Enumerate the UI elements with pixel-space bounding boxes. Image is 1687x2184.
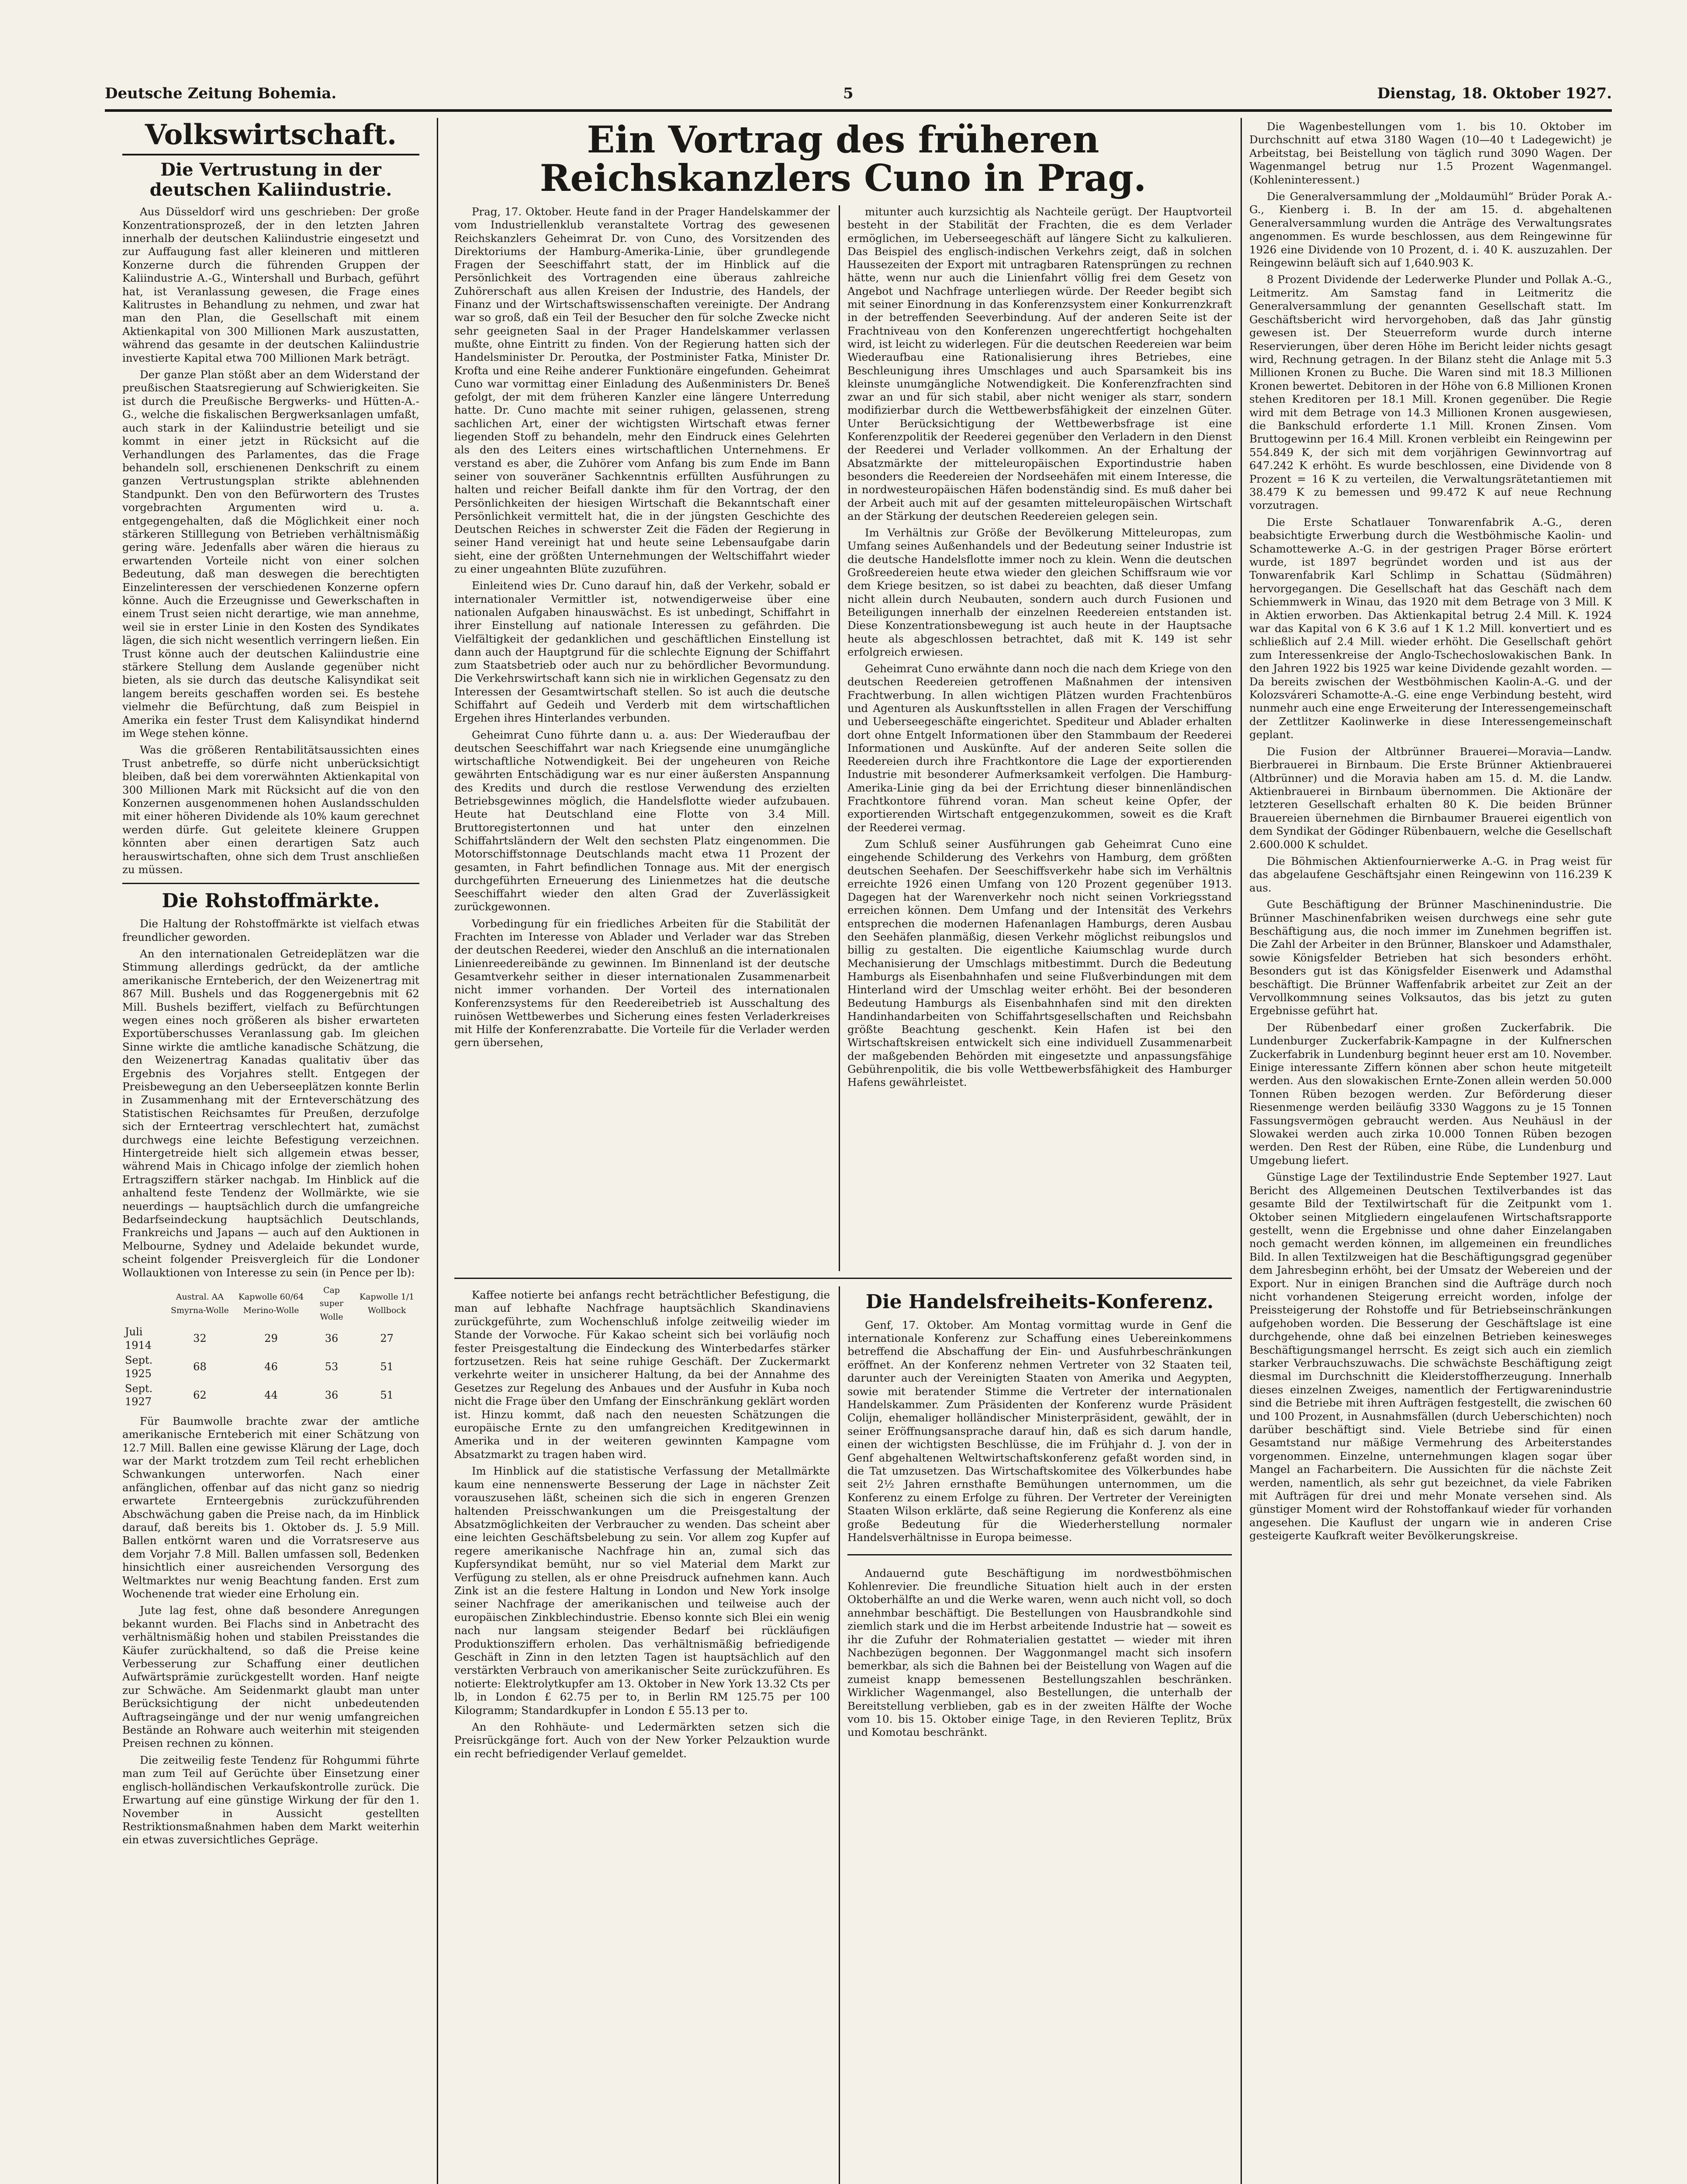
paragraph: Jute lag fest, ohne daß besondere Anregungen bekannt wurden. Bei Flachs sind in Anbetracht des verhältnismäßig hohen und stabilen Preisstandes die Käufer zurückhaltend, so daß die Preise keine Verbesserung zur Schaffung einer deutlichen Aufwärtsprämie zurückgestellt worden. Hanf neigte zur Schwäche. Am Seidenmarkt glaubt man unter Berücksichtigung der nicht unbedeutenden Auftragseingänge und der nur wenig umfangreichen Bestände an Rohware auch weiterhin mit steigenden Preisen rechnen zu können. [122,1604,419,1750]
paragraph: mitunter auch kurzsichtig als Nachteile gerügt. Der Hauptvorteil besteht in der Stabilität der Frachten, die es dem Verlader ermöglichen, im Ueberseegeschäft auf längere Sicht zu kalkulieren. Das Beispiel des englisch-indischen Verkehrs zeigt, daß in solchen Haussezeiten der Export mit untragbaren Ratensprüngen zu rechnen hätte, wenn nur auch die Linienfahrt völlig frei dem Gesetz von Angebot und Nachfrage unterliegen würde. Der Reeder begibt sich mit seiner Einordnung in das Konferenzsystem einer Konkurrenzkraft in der betreffenden Seeverbindung. Auf der anderen Seite ist der Frachtniveau von den Konferenzen ungerechtfertigt hochgehalten wird, ist leicht zu widerlegen. Für die deutschen Reedereien war beim Wiederaufbau eine Rationalisierung ihres Betriebes, eine Beschleunigung ihres Umschlages und auch Sparsamkeit bis ins kleinste unumgängliche Notwendigkeit. Die Konferenzfrachten sind zwar an und für sich stabil, aber nicht weniger als starr, sondern modifizierbar durch die Wettbewerbsfähigkeit der einzelnen Güter. Unter Berücksichtigung der Wettbewerbsfrage ist eine Konferenzpolitik der Reederei gegenüber den Verladern in den Dienst der Reederei und Verlader vollkommen. An der Erhaltung der Absatzmärkte der mitteleuropäischen Exportindustrie haben besonders die Reedereien der Nordseehäfen mit einem Interesse, die in nordwesteuropäischen Häfen bodenständig sind. Es muß daher bei der Arbeit auch mit auf der gesamten mitteleuropäischen Wirtschaft an der Stärkung der deutschen Reedereien gelegen sein. [847,205,1232,522]
paragraph: Geheimrat Cuno erwähnte dann noch die nach dem Kriege von den deutschen Reedereien getroffenen Maßnahmen der intensiven Frachtwerbung. In allen wichtigen Plätzen wurden Frachtenbüros und Agenturen als Auskunftsstellen in allen Fragen der Verschiffung und Ueberseegeschäfte eingerichtet. Spediteur und Ablader erhalten dort ohne Entgelt Informationen über den Stammbaum der Reederei Informationen und Auskünfte. Auf der anderen Seite sollen die Reedereien durch ihre Frachtkontore die Lage der exportierenden Industrie mit besonderer Aufmerksamkeit verfolgen. Die Hamburg-Amerika-Linie ging da bei der Errichtung dieser binnenländischen Frachtkontore führend voran. Man scheut keine Opfer, der exportierenden Wirtschaft entgegenzukommen, soweit es die Kraft der Reederei vermag. [847,662,1232,834]
table-cell: 36 [325,1389,339,1402]
column-rule [437,118,438,2184]
freihandel-column [847,1289,1232,2184]
article-body-kali [122,205,419,876]
paragraph: Zum Schluß seiner Ausführungen gab Geheimrat Cuno eine eingehende Schilderung des Verkehrs von Hamburg, dem größten deutschen Seehafen. Der Seeschiffsverkehr habe sich im Verhältnis erreichte 1926 einen Umfang von 120 Prozent gegenüber 1913. Dagegen hat der Warenverkehr noch nicht seinen Vorkriegsstand erreichen können. Dem Umfang und der Intensität des Verkehrs entsprechen die modernen Hafenanlagen Hamburgs, deren Ausbau den Seehäfen planmäßig, diesen Verkehr möglichst reibungslos und billig zu gestalten. Die eigentliche Kaiumschlag wurde durch Mechanisierung der Umschlags mitbestimmt. Durch die Bedeutung Hamburgs als Eisenbahnhafen und seine Flußverbindungen mit dem Hinterland wird der Umschlag weiter erhöht. Bei der besonderen Bedeutung Hamburgs als Eisenbahnhafen sind mit den direkten Handinhandarbeiten von Schiffahrtsgesellschaften und Reichsbahn größte Beachtung geschenkt. Kein Hafen ist bei den Wirtschaftskreisen entwickelt sich eine individuell Zusammenarbeit der maßgebenden Behörden mit eingesetzte und anpassungsfähige Gebührenpolitik, die bis volle Wettbewerbsfähigkeit des Hamburger Hafens gewährleistet. [847,837,1232,1089]
paragraph: Der Rübenbedarf einer großen Zuckerfabrik. Die Lundenburger Zuckerfabrik-Kampagne in der Kulfnerschen Zuckerfabrik in Lundenburg beginnt heuer erst am 10. November. Einige interessante Ziffern können aber schon heute mitgeteilt werden. Aus den slowakischen Ernte-Zonen allein werden 50.000 Tonnen Rüben bezogen werden. Zur Beförderung dieser Riesenmenge werden beiläufig 3330 Waggons zu je 15 Tonnen Fassungsvermögen gebraucht werden. Aus Neuhäusl in der Slowakei werden auch zirka 10.000 Tonnen Rüben bezogen werden. Den Rest der Rüben, eine Rübe, die Lundenburg und Umgebung liefert. [1249,1021,1612,1167]
article-divider [847,1554,1232,1555]
paragraph: Geheimrat Cuno führte dann u. a. aus: Der Wiederaufbau der deutschen Seeschiffahrt war nach Kriegsende eine unumgängliche wirtschaftliche Notwendigkeit. Bei der ungeheuren von Reiche gewährten Entschädigung war es nur einer äußersten Anspannung des Kredits und durch die restlose Verwendung des erzielten Betriebsgewinnes möglich, die Handelsflotte wieder aufzubauen. Heute hat Deutschland eine Flotte von 3.4 Mill. Bruttoregistertonnen und hat unter den einzelnen Schiffahrtsländern der Welt den sechsten Platz eingenommen. Die Motorschiffstonnage Deutschlands macht etwa 11 Prozent der gesamten, in Fahrt befindlichen Tonnage aus. Mit der energisch durchgeführten Erneuerung des Linienmetzes hat die deutsche Seeschiffahrt wieder den alten Grad der Zuverlässigkeit zurückgewonnen. [454,728,830,913]
page-number: 5 [843,85,854,102]
paragraph: Andauernd gute Beschäftigung im nordwestböhmischen Kohlenrevier. Die freundliche Situation hielt auch in der ersten Oktoberhälfte an und die Werke waren, wenn auch nicht voll, so doch annehmbar beschäftigt. Die Bestellungen von Hausbrandkohle sind ziemlich stark und die im Herbst arbeitende Industrie hat — soweit es ihr die Zufuhr der Rohmaterialien gestattet — wieder mit ihren Nachbezügen begonnen. Der Waggonmangel macht sich insofern bemerkbar, als sich die Bahnen bei der Beistellung von Wagen auf die zumeist knapp bemessenen Bestellungszahlen beschränken. Wirklicher Wagenmangel, also Bestellungen, die unterhalb der Bereitstellung verblieben, gab es in der zweiten Hälfte der Woche vom 10. bis 15. Oktober einige Tage, in den Revieren Teplitz, Brüx und Komotau beschränkt. [847,1566,1232,1739]
article-body-rohstoff-cont [122,1415,419,1847]
paragraph: Genf, 17. Oktober. Am Montag vormittag wurde in Genf die internationale Konferenz zur Schaffung eines Uebereinkommens betreffend die Abschaffung der Ein- und Ausfuhrbeschränkungen eröffnet. An der Konferenz nehmen Vertreter von 32 Staaten teil, darunter auch der Vereinigten Staaten von Amerika und Aegypten, sowie mit beratender Stimme die Vertreter der internationalen Handelskammer. Zum Präsidenten der Konferenz wurde Präsident Colijn, ehemaliger holländischer Ministerpräsident, gewählt, der in seiner Eröffnungsansprache darauf hin, daß es sich darum handle, einen der wichtigsten Beschlüsse, die im Frühjahr d. J. von der in Genf abgehaltenen Weltwirtschaftskonferenz gefaßt worden sind, in die Tat umzusetzen. Das Wirtschaftskomitee des Völkerbundes habe seit 2½ Jahren ernsthafte Bemühungen unternommen, um die Konferenz zu einem Erfolge zu führen. Der Vertreter der Vereinigten Staaten Wilson erklärte, daß seine Regierung die Konferenz als eine große Bedeutung für die Wiederherstellung normaler Handelsverhältnisse in Europa beimesse. [847,1318,1232,1544]
paragraph: An den Rohhäute- und Ledermärkten setzen sich die Preisrückgänge fort. Auch von der New Yorker Pelzauktion wurde ein recht befriedigender Verlauf gemeldet. [454,1721,830,1760]
freihandel-title: Die Handelsfreiheits-Konferenz. [865,1291,1214,1313]
article-title-rohstoff: Die Rohstoffmärkte. [162,889,380,912]
table-header-cell: Kapwolle 1/1 Wollbock [359,1292,415,1315]
article-body-rohstoff [122,917,419,1279]
article-title-kali: Die Vertrustung in der deutschen Kaliindustrie. [149,159,392,200]
table-cell: 27 [380,1332,394,1345]
kohle-body [847,1567,1232,1739]
paragraph: Die zeitweilig feste Tendenz für Rohgummi führte man zum Teil auf Gerüchte über Einsetzung einer englisch-holländischen Verkaufskontrolle zurück. Die Erwartung auf eine günstige Wirkung der für den 1. November in Aussicht gestellten Restriktionsmaßnahmen haben dem Markt weiterhin ein etwas zuversichtliches Gepräge. [122,1753,419,1846]
paragraph: Die Erste Schatlauer Tonwarenfabrik A.-G., deren beabsichtigte Erwerbung durch die Westböhmische Kaolin- und Schamottewerke A.-G. in der gestrigen Prager Börse erörtert wurde, ist 1897 begründet worden und ist aus der Tonwarenfabrik Karl Schlimp in Schattau (Südmähren) hervorgegangen. Die Gesellschaft hat das Geschäft nach dem Schiemmwerk in Winau, das 1920 mit dem Betrage von 3 Mill. K in Aktien erworben. Das Aktienkapital betrug 2.4 Mill. K. 1924 war das Kapital von 6 K 3.6 auf 1 K 1.2 Mill. konvertiert und es schließlich auf 2.4 Mill. wieder erhöht. Die Gesellschaft gehört zum Interessenkreise der Anglo-Tschechoslowakischen Bank. In den Jahren 1922 bis 1925 war keine Dividende gezahlt worden. — Da bereits zwischen der Westböhmischen Kaolin-A.-G. und der Kolozsváreri Schamotte-A.-G. eine enge Verbindung besteht, wird nunmehr auch eine enge Erweiterung der Interessengemeinschaft der Zettlitzer Kaolinwerke in diese Interessengemeinschaft geplant. [1249,515,1612,741]
table-cell: 32 [193,1332,207,1345]
column-rule [839,1286,840,2184]
paragraph: 8 Prozent Dividende der Lederwerke Plunder und Pollak A.-G., Leitmeritz. Am Samstag fand in Leitmeritz die Generalversammlung der genannten Gesellschaft statt. Im Geschäftsbericht wird hervorgehoben, daß das Jahr günstig gewesen ist. Der Steuerreform wurde durch interne Reservierungen, über deren Höhe im Bericht leider nichts gesagt wird, Rechnung getragen. In der Bilanz steht die Anlage mit 5.3 Millionen Kronen zu Buche. Die Waren sind mit 18.3 Millionen Kronen bewertet. Debitoren in der Höhe von 6.8 Millionen Kronen stehen Kreditoren per 18.1 Mill. Kronen gegenüber. Die Regie wird mit dem Betrage von 14.3 Millionen Kronen ausgewiesen, die Bankschuld erforderte 1.1 Mill. Kronen Zinsen. Vom Bruttogewinn per 16.4 Mill. Kronen verbleibt ein Reingewinn per 554.849 K, der sich mit dem vorjährigen Gewinnvortrag auf 647.242 K erhöht. Es wurde beschlossen, eine Dividende von 8 Prozent = 16 K zu verteilen, die Verwaltungsrätetantiemen mit 38.479 K zu bemessen und 99.472 K auf neue Rechnung vorzutragen. [1249,273,1612,512]
issue-date: Dienstag, 18. Oktober 1927. [1377,85,1612,102]
paragraph: Prag, 17. Oktober. Heute fand in der Prager Handelskammer der vom Industriellenklub veranstaltete Vortrag des gewesenen Reichskanzlers Geheimrat Dr. von Cuno, des Vorsitzenden des Direktoriums der Hamburg-Amerika-Linie, über grundlegende Fragen der Seeschiffahrt statt, der im Hinblick auf die Persönlichkeit des Vortragenden eine überaus zahlreiche Zuhörerschaft aus allen Kreisen der Industrie, des Handels, der Finanz und der Wirtschaftswissenschaften vereinigte. Der Andrang war so groß, daß ein Teil der Besucher den für solche Zwecke nicht sehr geeigneten Saal in der Prager Handelskammer verlassen mußte, ohne Eintritt zu finden. Von der Regierung hatten sich der Handelsminister Dr. Peroutka, der Postminister Fatka, Minister Dr. Krofta und eine Reihe anderer Funktionäre eingefunden. Geheimrat Cuno war vormittag einer Einladung des Außenministers Dr. Beneš gefolgt, der mit dem früheren Kanzler eine längere Unterredung hatte. Dr. Cuno machte mit seiner ruhigen, gelassenen, streng sachlichen Art, einer der wichtigsten Wirtschaft etwas ferner liegenden Stoff zu behandeln, mehr den Eindruck eines Gelehrten als den des Leiters eines wirtschaftlichen Unternehmens. Er verstand es aber, die Zuhörer vom Anfang bis zum Ende im Bann seiner von souveräner Sachkenntnis erfüllten Ausführungen zu halten und reicher Beifall dankte ihm für den Vortrag, der den Persönlichkeiten der hiesigen Wirtschaft die Bekanntschaft einer Persönlichkeit vermittelt hat, die in der jüngsten Geschichte des Deutschen Reiches in schwerster Zeit die Fäden der Regierung in seiner Hand vereinigt hat und heute seine Lebensaufgabe darin sieht, eine der größten Unternehmungen der Weltschiffahrt wieder zu einer ungeahnten Blüte zuzuführen. [454,205,830,576]
table-header-cell [122,1283,166,1324]
table-cell: 51 [380,1361,394,1373]
section-title: Volkswirtschaft. [145,120,397,151]
paragraph: Vorbedingung für ein friedliches Arbeiten für die Stabilität der Frachten im Interesse von Ablader und Verlader war das Streben der deutschen Reederei, wieder den Anschluß an die internationalen Linienreedereibände zu gewinnen. Im Binnenland ist der deutsche Gesamtverkehr seither in dieser internationalen Zusammenarbeit nicht immer vorhanden. Der Vorteil des internationalen Konferenzsystems für den Reedereibetrieb ist Ausschaltung des ruinösen Wettbewerbes und Sicherung eines festen Verladerkreises mit Hilfe der Konferenzrabatte. Die Vorteile für die Verlader werden gern übersehen, [454,917,830,1049]
paragraph: An den internationalen Getreideplätzen war die Stimmung allerdings gedrückt, da der amtliche amerikanische Ernteberich, der den Weizenertrag mit 867 Mill. Bushels und das Roggenergebnis mit 62 Mill. Bushels beziffert, vielfach zu Befürchtungen wegen eines noch größeren als bisher erwarteten Exportüberschusses Veranlassung gab. Im gleichen Sinne wirkte die amtliche kanadische Schätzung, die den Weizenertrag Kanadas qualitativ über das Ergebnis des Vorjahres stellt. Entgegen der Preisbewegung an den Ueberseeplätzen konnte Berlin in Zusammenhang mit der Ernteverschätzung des Statistischen Reichsamtes für Preußen, derzufolge sich der Ernteertrag verschlechtert hat, zumächst durchwegs eine leichte Befestigung verzeichnen. Hintergetreide hielt sich allgemein etwas besser, während Mais in Chicago infolge der ziemlich hohen Ertragsziffern stärker nachgab. Im Hinblick auf die anhaltend feste Tendenz der Wollmärkte, wie sie neuerdings — hauptsächlich durch die umfangreiche Bedarfseindeckung hauptsächlich Deutschlands, Frankreichs und Japans — auch auf den Auktionen in Melbourne, Sydney und Adelaide bekundet wurde, scheint folgender Preisvergleich für die Londoner Wollauktionen von Interesse zu sein (in Pence per lb): [122,947,419,1279]
paragraph: Günstige Lage der Textilindustrie Ende September 1927. Laut Bericht des Allgemeinen Deutschen Textilverbandes ist das gesamte Bild der Textilwirtschaft für die Zeitpunkt vom 1. Oktober seinen Mitgliedern eingelaufenen Wirtschaftsrapporte gestellt, wenn die Ergebnisse und ohne daher Einzelangaben noch gemacht werden können, im allgemeinen ein freundliches Bild. In allen Textilzweigen hat die Beschäftigungsgrad gegenüber dem Jahresbeginn erhöht, bei der Umsatz der Webereien und der Export. Nur in einigen Branchen sind die Aufträge durch noch nicht vorhandenen Steigerung erreicht worden, infolge der Preissteigerung der Rohstoffe und für Betriebseinschränkungen aufgehoben worden. Die Besserung der Geschäftslage ist eine durchgehende, ohne daß bei einzelnen Betrieben keinesweges Beschäftigungsmangel herrscht. Es zeigt sich auch ein ziemlich starker Verbrauchszuwachs. Die schwächste Beschäftigung zeigt diesmal im Durchschnitt die Kleiderstoffherzeugung. Innerhalb dieses einzelnen Zweiges, namentlich der Fertigwarenindustrie sind die Betriebe mit ihren Aufträgen festgestellt, die zwischen 60 und 100 Prozent, in Ausnahmsfällen (durch Ueberschichten) noch darüber beschäftigt sind. Viele Betriebe sind für einen Gesamtstand nur mäßige Vermehrung des Arbeiterstandes vorgenommen. Einzelne, unternehmungen klagen sogar über Mangel an Facharbeitern. Die Aussichten für die nächste Zeit werden, namentlich, als sehr gut bezeichnet, da viele Fabriken mit Aufträgen für drei und mehr Monate versehen sind. Als günstiger Moment wird der Rohstoffankauf wieder für vorhanden angesehen. Die Kauflust der ungarn wie in anderen Crise gesteigerte Kaufkraft weiter Bevölkerungskreise. [1249,1171,1612,1542]
table-cell: 36 [325,1332,339,1345]
cuno-article-col-a [454,205,830,1271]
table-cell: 29 [264,1332,278,1345]
cuno-headline-block [454,118,1232,201]
paragraph: Die Generalversammlung der „Moldaumühl“ Brüder Porak A.-G., Kienberg i. B. In der am 15. d. abgehaltenen Generalversammlung wurden die Anträge des Verwaltungsrates angenommen. Es wurde beschlossen, aus dem Reingewinne für 1926 eine Dividende von 10 Prozent, d. i. 40 K. auszuzahlen. Der Reingewinn beläuft sich auf 1,640.903 K. [1249,190,1612,270]
column-rule [1241,118,1242,2184]
paragraph: Die Fusion der Altbrünner Brauerei—Moravia—Landw. Bierbrauerei in Birnbaum. Die Erste Brünner Aktienbrauerei (Altbrünner) und die Moravia haben am 15. d. M. die Landw. Aktienbrauerei in Birnbaum übernommen. Die Aktionäre der letzteren Gesellschaft erhalten 80 K. Die beiden Brünner Brauereien übernehmen die Birnbaumer Brauerei eigentlich von dem Syndikat der Gödinger Rübenbauern, welche die Gesellschaft 2.600.000 K schuldet. [1249,745,1612,851]
business-news-column [1249,120,1612,2184]
rohstoff-continuation [454,1289,830,2184]
paragraph: Gute Beschäftigung der Brünner Maschinenindustrie. Die Brünner Maschinenfabriken weisen durchwegs eine sehr gute Beschäftigung aus, die noch immer im Zunehmen begriffen ist. Die Zahl der Arbeiter in den Brünner, Blanskoer und Adamsthaler, sowie Königsfelder Betrieben hat sich besonders erhöht. Besonders gut ist das Königsfelder Eisenwerk und Adamsthal beschäftigt. Die Brünner Waffenfabrik arbeitet zur Zeit an der Vervollkommnung seines Volksautos, das bis jetzt zu guten Ergebnisse geführt hat. [1249,898,1612,1017]
paragraph: Die Haltung der Rohstoffmärkte ist vielfach etwas freundlicher geworden. [122,917,419,943]
table-cell: 44 [264,1389,278,1402]
table-cell: Sept. 1927 [125,1382,153,1408]
section-divider [122,154,419,156]
masthead [105,79,1612,112]
economics-column [122,120,419,2184]
paragraph: Die Böhmischen Aktienfournierwerke A.-G. in Prag weist für das abgelaufene Geschäftsjahr einen Reingewinn von 116.239 K aus. [1249,854,1612,894]
article-divider [122,883,419,884]
table-row [122,1324,419,1353]
table-header-cell: Austral. AA Smyrna-Wolle [171,1292,229,1315]
table-header-cell: Kapwolle 60/64 Merino-Wolle [238,1292,304,1315]
table-cell: Sept. 1925 [125,1354,153,1380]
newspaper-name: Deutsche Zeitung Bohemia. [105,85,337,102]
section-divider [454,1278,1232,1279]
paragraph: Für Baumwolle brachte zwar der amtliche amerikanische Ernteberich mit einer Schätzung von 12.7 Mill. Ballen eine gewisse Klärung der Lage, doch war der Markt trotzdem zum Teil recht erheblichen Schwankungen unterworfen. Nach einer anfänglichen, offenbar auf das nicht ganz so niedrig erwartete Ernteergebnis zurückzuführenden Abschwächung gaben die Preise nach, da im Hinblick darauf, daß bereits bis 1. Oktober ds. J. 5.9 Mill. Ballen entkörnt waren und die Vorratsreserve aus dem Vorjahr 7.8 Mill. Ballen umfassen soll, Bedenken hinsichtlich einer ausreichenden Versorgung des Weltmarktes nur wenig Beachtung fanden. Erst zum Wochenende trat wieder eine Erholung ein. [122,1414,419,1600]
table-cell: 51 [380,1389,394,1402]
freihandel-body [847,1319,1232,1545]
table-cell: 62 [193,1389,207,1402]
table-row [122,1381,419,1410]
table-header-row [122,1283,419,1324]
paragraph: Im Verhältnis zur Größe der Bevölkerung Mitteleuropas, zum Umfang seines Außenhandels und der Bedeutung seiner Industrie ist die deutsche Handelsflotte immer noch zu klein. Wenn die deutschen Großreedereien heute etwa wieder den gleichen Schiffsraum wie vor dem Kriege besitzen, so ist dabei zu beachten, daß dieser Umfang nicht allein durch Neubauten, sondern auch durch Fusionen und Beteiligungen innerhalb der einzelnen Reedereien entstanden ist. Diese Konzentrationsbewegung ist auch heute in der Hauptsache heute als abgeschlossen betrachtet, daß mit K. 149 ist sehr erfolgreich erwiesen. [847,526,1232,658]
paragraph: Die Wagenbestellungen vom 1. bis 10. Oktober im Durchschnitt auf etwa 3180 Wagen (10—40 t Ladegewicht) je Arbeitstag, bei Beistellung von täglich rund 3090 Wagen. Der Wagenmangel betrug nur 1.5 Prozent Wagenmangel. (Kohleninteressent.) [1249,120,1612,186]
cuno-headline: Ein Vortrag des früheren Reichskanzlers Cuno in Prag. [539,118,1147,200]
table-row [122,1353,419,1381]
paragraph: Der ganze Plan stößt aber an dem Widerstand der preußischen Staatsregierung auf Schwierigkeiten. Sie ist durch die Preußische Bergwerks- und Hütten-A.-G., welche die fiskalischen Bergwerksanlagen umfaßt, auch stark in der Kaliindustrie beteiligt und sie kommt in einer jetzt in Rücksicht auf die Verhandlungen des Parlamentes, das die Frage behandeln soll, erschienenen Denkschrift zu einem ganzen Vertrustungsplan strikte ablehnenden Standpunkt. Den von den Befürwortern des Trustes vorgebrachten Argumenten wird u. a. entgegengehalten, daß die Möglichkeit einer noch stärkeren Stilllegung von Betrieben verhältnismäßig gering wäre. Jedenfalls aber wären die hieraus zu erwartenden Vorteile nicht von einer solchen Bedeutung, daß man deswegen die berechtigten Einzelinteressen der verschiedenen Konzerne opfern könne. Auch die Erzeugnisse und Gewerkschaften in einem Trust seien nicht derartige, wie man annehme, weil sie in erster Linie in den Kosten des Syndikates lägen, die sich nicht wesentlich verringern ließen. Ein Trust könne auch der deutschen Kaliindustrie eine stärkere Stellung dem Auslande gegenüber nicht bieten, als sie durch das deutsche Kalisyndikat seit langem bereits geschaffen worden sei. Es bestehe vielmehr die Befürchtung, daß zum Beispiel in Amerika ein fester Trust dem Kalisyndikat hindernd im Wege stehen könne. [122,368,419,740]
paragraph: Was die größeren Rentabilitätsaussichten eines Trust anbetreffe, so dürfe nicht unberücksichtigt bleiben, daß bei dem vorerwähnten Aktienkapital von 300 Millionen Mark mit Rücksicht auf die von den Konzernen ausgenommenen hohen Auslandsschulden mit einer höheren Dividende als 10% kaum gerechnet werden dürfe. Gut geleitete kleinere Gruppen könnten aber einen derartigen Satz auch herauswirtschaften, ohne sich dem Trust anschließen zu müssen. [122,743,419,876]
paragraph: Im Hinblick auf die statistische Verfassung der Metallmärkte kaum eine nennenswerte Besserung der Lage in nächster Zeit vorauszusehen läßt, scheinen sich die sich in engeren Grenzen haltenden Preisschwankungen um die Preisgestaltung der Absatzmöglichkeiten der Verbraucher zu wenden. Das scheint aber eine leichten Geschäftsbelebung zu sein. Vor allem zog Kupfer auf regere amerikanische Nachfrage hin an, zumal sich das Kupfersyndikat bemüht, nur so viel Material dem Markt zur Verfügung zu stellen, als er ohne Preisdruck aufnehmen kann. Auch Zink ist an die festere Haltung in London und New York insolge seiner Nachfrage der amerikanischen und teilweise auch der europäischen Zinkblechindustrie. Ebenso konnte sich Blei ein wenig nach nur langsam steigender Bedarf bei rückläufigen Produktionsziffern erholen. Das verhältnismäßig befriedigende Geschäft in Zinn in den letzten Tagen ist hauptsächlich auf den verstärkten Verbrauch von amerikanischer Seite zurückzuführen. Es notierte: Elektrolytkupfer am 13. Oktober in New York 13.32 Cts per lb, in London £ 62.75 per to, in Berlin RM 125.75 per 100 Kilogramm; Standardkupfer in London £ 55.13 per to. [454,1465,830,1717]
paragraph: Einleitend wies Dr. Cuno darauf hin, daß der Verkehr, sobald er internationaler Vermittler ist, notwendigerweise über eine nationalen Aufgaben hinauswächst. Es ist unbedingt, Schiffahrt in ihrer Einstellung auf nationale Interessen zu gefährden. Die Vielfältigkeit der gedanklichen und geschäftlichen Einstellung ist dann auch der Hauptgrund für die schlechte Eignung der Schiffahrt zum Staatsbetrieb oder auch nur zu behördlicher Bevormundung. Die Verkehrswirtschaft kann sich nie in wirklichen Gegensatz zu den Interessen der Gesamtwirtschaft stellen. So ist auch die deutsche Schiffahrt auf Gedeih und Verderb mit dem wirtschaftlichen Ergehen ihres Hinterlandes verbunden. [454,579,830,725]
table-cell: 46 [264,1361,278,1373]
wool-price-table [122,1283,419,1410]
table-cell: 68 [193,1361,207,1373]
paragraph: Kaffee notierte bei anfangs recht beträchtlicher Befestigung, die man auf lebhafte Nachfrage hauptsächlich Skandinaviens zurückgeführte, zum Wochenschluß infolge zeitweilig wieder im Stande der Vorwoche. Für Kakao scheint sich bei vorläufig noch fester Preisgestaltung die Eindeckung des Winterbedarfes stärker fortzusetzen. Reis hat seine ruhige Geschäft. Der Zuckermarkt verkehrte weiter in unsicherer Haltung, da bei der Annahme des Gesetzes zur Regelung des Anbaues und der Ausfuhr in Kuba noch nicht die Frage über den Umfang der Einschränkung geklärt worden ist. Hinzu kommt, daß nach den neuesten Schätzungen die europäische Ernte zu den umfangreichen Kreditgewinnen in Amerika und in der weiteren gewinnten Kampagne vom Absatzmarkt zu tragen haben wird. [454,1289,830,1461]
table-cell: Juli 1914 [125,1326,152,1351]
table-cell: 53 [325,1361,339,1373]
column-rule [839,205,840,1271]
cuno-article-col-b [847,205,1232,1271]
table-header-cell: Cap super Wolle [319,1286,344,1322]
paragraph: Aus Düsseldorf wird uns geschrieben: Der große Konzentrationsprozeß, der in den letzten Jahren innerhalb der deutschen Kaliindustrie eingesetzt und zur Auffaugung fast aller kleineren und mittleren Konzerne durch die führenden Gruppen der Kaliindustrie A.-G., Wintershall und Burbach, geführt hat, ist Veranlassung gewesen, die Frage eines Kalitrustes in Behandlung zu nehmen, und zwar hat man den Plan, die Gesellschaft mit einem Aktienkapital von 300 Millionen Mark auszustatten, während das gesamte in der deutschen Kaliindustrie investierte Kapital etwa 700 Millionen Mark beträgt. [122,205,419,364]
